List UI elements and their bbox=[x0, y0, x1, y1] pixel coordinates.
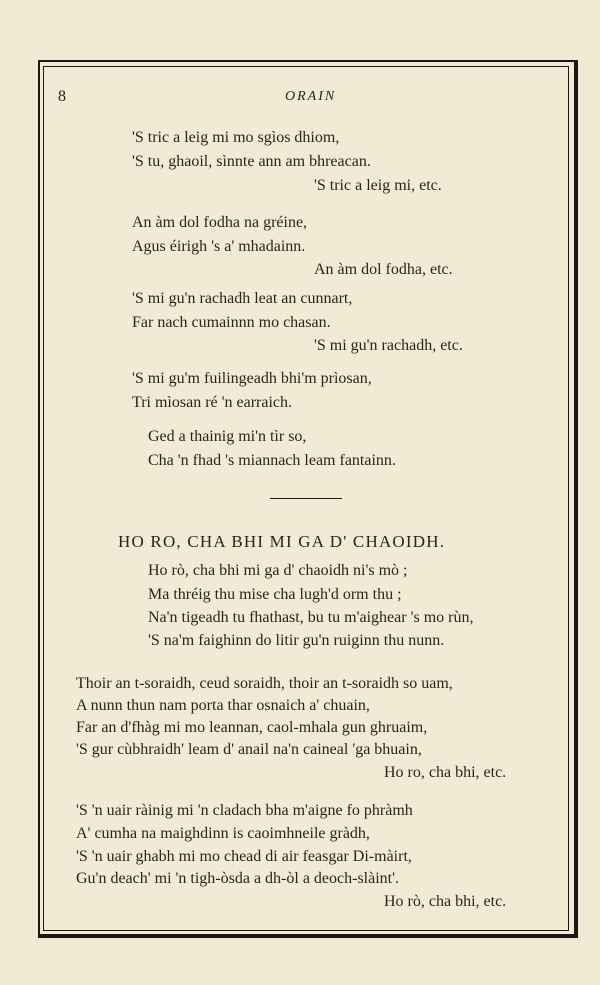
poem-line: Tri mìosan ré 'n earraich. bbox=[132, 394, 293, 411]
poem-line: 'S tu, ghaoil, sìnnte ann am bhreacan. bbox=[132, 153, 371, 170]
verse-line: 'S 'n uair ghabh mi mo chead di air feasgar Di-màirt, bbox=[76, 848, 412, 865]
poem-line: Cha 'n fhad 's miannach leam fantainn. bbox=[148, 452, 396, 469]
verse-line: 'S gur cùbhraidh' leam d' anail na'n caineal 'ga bhuain, bbox=[76, 741, 422, 758]
verse-line: A nunn thun nam porta thar osnaich a' chuain, bbox=[76, 697, 370, 714]
poem-line: 'S mi gu'n rachadh leat an cunnart, bbox=[132, 290, 353, 307]
verse-line: 'S 'n uair ràinig mi 'n cladach bha m'aigne fo phràmh bbox=[76, 802, 413, 819]
poem-refrain: 'S tric a leig mi, etc. bbox=[314, 177, 442, 194]
chorus-line: Na'n tigeadh tu fhathast, bu tu m'aighear 's mo rùn, bbox=[148, 609, 474, 626]
verse-line: Far an d'fhàg mi mo leannan, caol-mhala gun ghruaim, bbox=[76, 719, 428, 736]
poem-refrain: An àm dol fodha, etc. bbox=[314, 261, 453, 278]
chorus-line: Ma thréig thu mise cha lugh'd orm thu ; bbox=[148, 586, 402, 603]
chorus-line: Ho rò, cha bhi mi ga d' chaoidh ni's mò ; bbox=[148, 562, 408, 579]
running-head: ORAIN bbox=[285, 89, 337, 104]
poem-line: Agus éirigh 's a' mhadainn. bbox=[132, 238, 306, 255]
chorus-line: 'S na'm faighinn do litir gu'n ruiginn thu nunn. bbox=[148, 632, 445, 649]
page-number: 8 bbox=[58, 88, 66, 105]
poem-refrain: 'S mi gu'n rachadh, etc. bbox=[314, 337, 463, 354]
poem-line: 'S tric a leig mi mo sgìos dhiom, bbox=[132, 129, 340, 146]
verse-refrain: Ho ro, cha bhi, etc. bbox=[384, 764, 507, 781]
verse-refrain: Ho rò, cha bhi, etc. bbox=[384, 893, 507, 910]
poem-line: An àm dol fodha na gréine, bbox=[132, 214, 308, 231]
song-title: HO RO, CHA BHI MI GA D' CHAOIDH. bbox=[118, 532, 446, 551]
poem-line: 'S mi gu'm fuilingeadh bhi'm prìosan, bbox=[132, 370, 372, 387]
verse-line: Thoir an t-soraidh, ceud soraidh, thoir an t-soraidh so uam, bbox=[76, 675, 453, 692]
verse-line: A' cumha na maighdinn is caoimhneile gràdh, bbox=[76, 825, 370, 842]
poem-line: Ged a thainig mi'n tìr so, bbox=[148, 428, 307, 445]
poem-line: Far nach cumainnn mo chasan. bbox=[132, 314, 331, 331]
section-divider bbox=[270, 498, 342, 499]
verse-line: Gu'n deach' mi 'n tigh-òsda a dh-òl a deoch-slàint'. bbox=[76, 870, 399, 887]
